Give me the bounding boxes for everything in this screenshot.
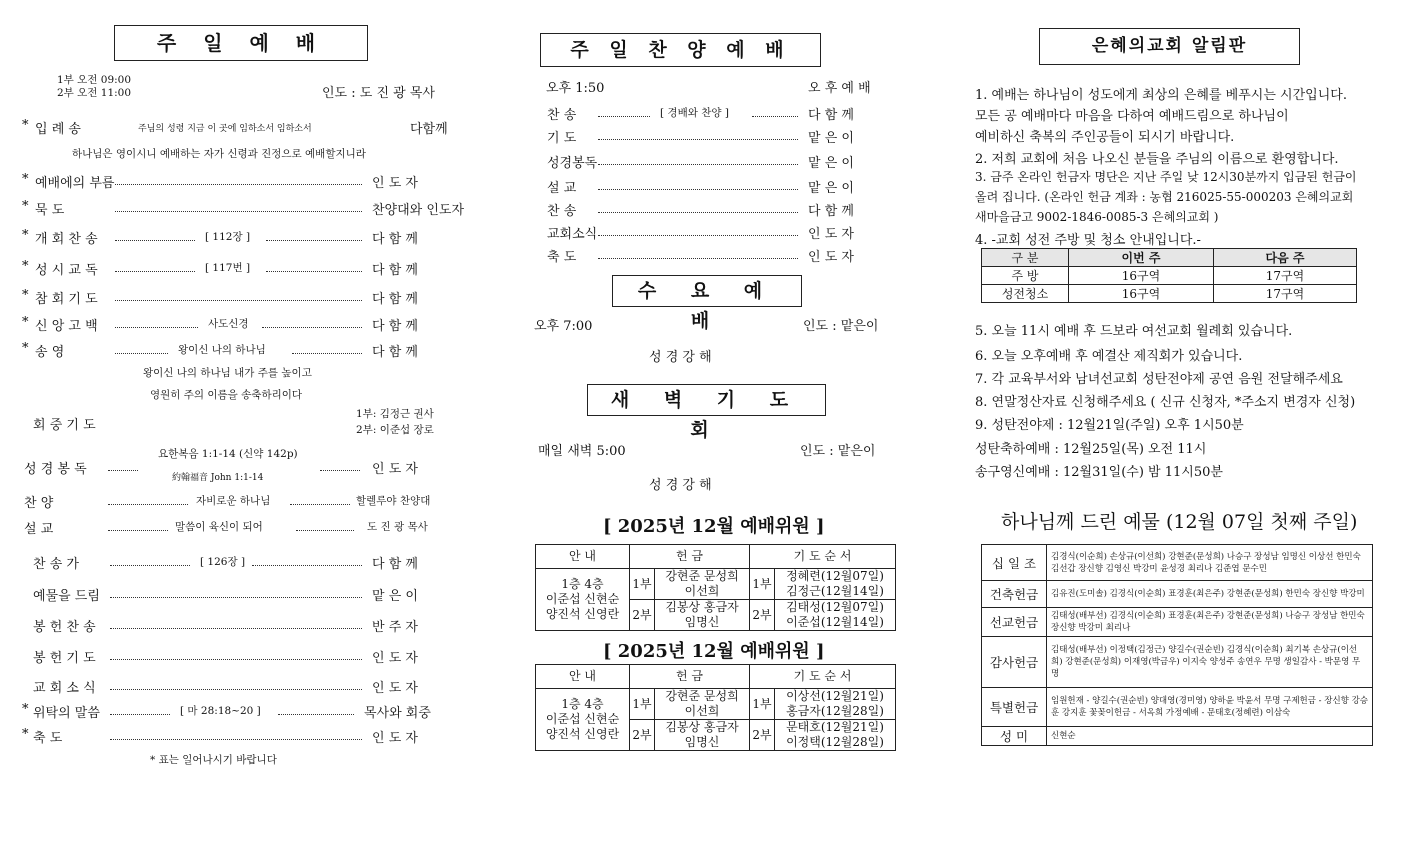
dawn-leader: 인도 : 맡은이: [800, 444, 876, 459]
offering-cell: 강현준 문성희 이선희: [655, 569, 750, 600]
dot-leader: [252, 565, 362, 566]
notice-line: 5. 오늘 11시 예배 후 드보라 여선교회 월례회 있습니다.: [975, 324, 1293, 339]
guide-cell: 1층 4층 이준섭 신현순 양진석 신영란: [536, 569, 630, 631]
dot-leader: [296, 530, 354, 531]
prayer-leader-1: 1부: 김정근 권사: [356, 408, 434, 420]
dot-leader: [115, 300, 362, 301]
dot-leader: [115, 327, 198, 328]
sermon-title: 말씀이 육신이 되어: [175, 521, 263, 533]
order-role: 인 도 자: [372, 176, 418, 191]
order-label: 축 도: [33, 731, 63, 746]
dot-leader: [115, 211, 362, 212]
wednesday-leader: 인도 : 맡은이: [803, 319, 879, 334]
order-role: 인 도 자: [808, 250, 854, 265]
area-cell: 주 방: [982, 267, 1069, 285]
part-cell: 2부: [630, 720, 655, 751]
notice-line: 7. 각 교육부서와 남녀선교회 성탄전야제 공연 음원 전달해주세요: [975, 372, 1343, 387]
afternoon-time: 오후 1:50: [546, 81, 605, 96]
sermon-label: 설 교: [24, 522, 54, 537]
dot-leader: [266, 271, 362, 272]
dot-leader: [108, 470, 138, 471]
order-mark: *: [22, 727, 29, 742]
sermon-preacher: 도 진 광 목사: [367, 521, 428, 533]
staff-table-2: [535, 664, 896, 751]
dot-leader: [115, 240, 195, 241]
dawn-subtitle: 성 경 강 해: [649, 478, 712, 493]
offering-names: 김태성(배부선) 김경식(이순희) 표경훈(최은주) 강현준(문성희) 나승구 장성남 한민숙 장신향 박강미 최리나: [1047, 608, 1373, 637]
scripture-english: 約翰福音 John 1:1-14: [172, 473, 264, 483]
part-cell: 2부: [750, 720, 775, 751]
col-header: 이번 주: [1069, 249, 1214, 267]
order-label: 신 앙 고 백: [35, 319, 98, 334]
dot-leader: [115, 353, 168, 354]
offering-row: [982, 727, 1373, 746]
order-role: 다 함 께: [372, 263, 418, 278]
song-line: 영원히 주의 이름을 송축하리이다: [150, 389, 303, 401]
order-label: 기 도: [547, 131, 577, 146]
offering-category: 건축헌금: [982, 581, 1047, 608]
order-label: 교 회 소 식: [33, 681, 96, 696]
order-label: 송 영: [35, 345, 65, 360]
order-mark: *: [22, 118, 29, 133]
order-role: 다 함 께: [372, 319, 418, 334]
part-cell: 1부: [630, 569, 655, 600]
part-cell: 2부: [630, 600, 655, 631]
notice-line: 예비하신 축복의 주인공들이 되시기 바랍니다.: [975, 130, 1235, 145]
order-label: 찬 송: [547, 204, 577, 219]
song-line: 왕이신 나의 하나님 내가 주를 높이고: [143, 367, 312, 379]
notice-line: 3. 금주 온라인 헌금자 명단은 지난 주일 낮 12시30분까지 입금된 헌금이: [975, 170, 1357, 184]
dot-leader: [598, 235, 798, 236]
order-role: 인 도 자: [372, 731, 418, 746]
order-label: 참 회 기 도: [35, 292, 98, 307]
order-role: 인 도 자: [372, 681, 418, 696]
wednesday-subtitle: 성 경 강 해: [649, 350, 712, 365]
order-detail: 사도신경: [208, 318, 249, 330]
part-cell: 1부: [750, 689, 775, 720]
order-label: 예물을 드림: [33, 589, 100, 604]
notice-line: 4. -교회 성전 주방 및 청소 안내입니다.-: [975, 233, 1201, 248]
order-mark: *: [22, 315, 29, 330]
offering-row: [982, 688, 1373, 727]
offering-title: 하나님께 드린 예물 (12월 07일 첫째 주일): [1001, 511, 1358, 533]
order-mark: *: [22, 341, 29, 356]
area-cell: 성전청소: [982, 285, 1069, 303]
dawn-time: 매일 새벽 5:00: [538, 444, 626, 459]
dot-leader: [115, 184, 362, 185]
dot-leader: [110, 689, 362, 690]
service-leader: 인도 : 도 진 광 목사: [322, 86, 435, 101]
order-mark: *: [22, 228, 29, 243]
order-detail: [ 112장 ]: [205, 231, 251, 243]
service-time-1: 1부 오전 09:00: [57, 74, 132, 86]
wednesday-time: 오후 7:00: [534, 319, 593, 334]
dot-leader: [110, 597, 362, 598]
order-label: 설 교: [547, 181, 577, 196]
part-cell: 1부: [630, 689, 655, 720]
notice-line: 2. 저희 교회에 처음 나오신 분들을 주님의 이름으로 환영합니다.: [975, 152, 1339, 167]
staff-title-2: [ 2025년 12월 예배위원 ]: [603, 641, 825, 662]
order-role: 맡 은 이: [372, 589, 418, 604]
prayer-cell: 이상선(12월21일) 홍금자(12월28일): [775, 689, 896, 720]
dot-leader: [278, 714, 354, 715]
offering-category: 특별헌금: [982, 688, 1047, 727]
order-mark: *: [22, 172, 29, 187]
dot-leader: [266, 240, 362, 241]
prayer-cell: 정혜련(12월07일) 김정근(12월14일): [775, 569, 896, 600]
intro-verse: 하나님은 영이시니 예배하는 자가 신령과 진정으로 예배할지니라: [72, 148, 366, 160]
notice-line: 송구영신예배 : 12월31일(수) 밤 11시50분: [975, 465, 1223, 480]
order-role: 다 함 께: [372, 557, 418, 572]
footnote: * 표는 일어나시기 바랍니다: [150, 754, 277, 766]
order-label: 개 회 찬 송: [35, 232, 98, 247]
notice-line: 6. 오늘 오후예배 후 예결산 제직회가 있습니다.: [975, 349, 1243, 364]
offering-category: 감사헌금: [982, 637, 1047, 688]
offering-table: [981, 544, 1373, 746]
order-detail: [ 126장 ]: [200, 556, 246, 568]
wednesday-service-title: 수 요 예 배: [612, 275, 802, 307]
cleaning-table: [981, 248, 1357, 303]
dot-leader: [110, 659, 362, 660]
notice-line: 8. 연말정산자료 신청해주세요 ( 신규 신청자, *주소지 변경자 신청): [975, 395, 1356, 410]
dot-leader: [598, 189, 798, 190]
order-mark: *: [22, 702, 29, 717]
notice-line: 1. 예배는 하나님이 성도에게 최상의 은혜를 베푸시는 시간입니다.: [975, 88, 1347, 103]
order-role: 맡 은 이: [808, 181, 854, 196]
col-header: 안 내: [536, 665, 630, 689]
part-cell: 2부: [750, 600, 775, 631]
praise-choir: 할렐루야 찬양대: [356, 495, 431, 507]
dot-leader: [290, 504, 350, 505]
offering-cell: 김봉상 홍금자 임명신: [655, 600, 750, 631]
offering-category: 십 일 조: [982, 545, 1047, 581]
order-detail: [ 경배와 찬양 ]: [660, 107, 729, 119]
col-header: 기 도 순 서: [750, 545, 896, 569]
col-header: 헌 금: [630, 545, 750, 569]
notice-line: 새마을금고 9002-1846-0085-3 은혜의교회 ): [975, 210, 1219, 224]
order-right: 다함께: [410, 122, 448, 137]
order-role: 다 함 께: [808, 204, 854, 219]
offering-row: [982, 608, 1373, 637]
order-mark: *: [22, 288, 29, 303]
offering-cell: 김봉상 홍금자 임명신: [655, 720, 750, 751]
order-role: 다 함 께: [372, 292, 418, 307]
prayer-cell: 문태호(12월21일) 이정택(12월28일): [775, 720, 896, 751]
order-mark: *: [22, 259, 29, 274]
offering-names: 신현순: [1047, 727, 1373, 746]
order-label: 묵 도: [35, 203, 65, 218]
offering-row: [982, 637, 1373, 688]
prayer-leader-2: 2부: 이준섭 장로: [356, 424, 434, 436]
intro-note: 주님의 성령 지금 이 곳에 임하소서 임하소서: [138, 124, 312, 134]
dawn-prayer-title: 새 벽 기 도 회: [587, 384, 826, 416]
dot-leader: [108, 504, 188, 505]
col-header: 기 도 순 서: [750, 665, 896, 689]
notice-board-title: 은혜의교회 알림판: [1039, 28, 1300, 65]
dot-leader: [110, 565, 190, 566]
dot-leader: [108, 530, 168, 531]
dot-leader: [752, 116, 798, 117]
praise-title: 자비로운 하나님: [196, 495, 271, 507]
offering-cell: 강현준 문성희 이선희: [655, 689, 750, 720]
order-detail: 왕이신 나의 하나님: [178, 344, 266, 356]
dot-leader: [598, 116, 650, 117]
offering-category: 성 미: [982, 727, 1047, 746]
order-label: 봉 헌 기 도: [33, 651, 96, 666]
part-cell: 1부: [750, 569, 775, 600]
offering-names: 임원헌재 - 양길수(권순빈) 양대영(경미영) 양하윤 박윤서 무명 구제헌금 - 장신향 강승훈 강지훈 꽃꽂이헌금 - 서옥희 가정예배 - 문태호(정혜련) 이삼숙: [1047, 688, 1373, 727]
order-label: 성 시 교 독: [35, 263, 98, 278]
order-role: 찬양대와 인도자: [372, 203, 465, 218]
order-role: 맡 은 이: [808, 156, 854, 171]
order-role: 인 도 자: [808, 227, 854, 242]
col-header: 다음 주: [1214, 249, 1357, 267]
order-role: 반 주 자: [372, 620, 418, 635]
order-role: 다 함 께: [372, 345, 418, 360]
scripture-ref: 요한복음 1:1-14 (신약 142p): [158, 448, 298, 460]
dot-leader: [110, 628, 362, 629]
order-role: 인 도 자: [372, 651, 418, 666]
service-time-2: 2부 오전 11:00: [57, 87, 132, 99]
order-label: 봉 헌 찬 송: [33, 620, 96, 635]
dot-leader: [292, 353, 362, 354]
dot-leader: [262, 327, 362, 328]
offering-names: 김태성(배부선) 이정택(김정근) 양길수(권순빈) 김경식(이순희) 최기복 손상규(이선희) 강현준(문성희) 이재영(박금우) 이지숙 양성주 송연우 무명 생일감사 - 박문영 무명: [1047, 637, 1373, 688]
dot-leader: [320, 470, 360, 471]
dot-leader: [598, 164, 798, 165]
order-mark: *: [22, 199, 29, 214]
order-label: 입 례 송: [35, 122, 81, 137]
notice-line: 모든 공 예배마다 마음을 다하여 예배드림으로 하나님이: [975, 109, 1289, 124]
praise-label: 찬 양: [24, 496, 54, 511]
dot-leader: [598, 212, 798, 213]
week-cell: 17구역: [1214, 285, 1357, 303]
order-label: 찬 송 가: [33, 557, 79, 572]
order-detail: [ 117번 ]: [205, 262, 251, 274]
offering-row: [982, 581, 1373, 608]
dot-leader: [115, 271, 195, 272]
order-label: 예배에의 부름: [35, 176, 115, 191]
order-role: 다 함 께: [372, 232, 418, 247]
week-cell: 16구역: [1069, 267, 1214, 285]
col-header: 헌 금: [630, 665, 750, 689]
staff-title-1: [ 2025년 12월 예배위원 ]: [603, 516, 825, 537]
sunday-service-title: 주 일 예 배: [114, 25, 368, 61]
offering-names: 김경식(이순희) 손상규(이선희) 강현준(문성희) 나승구 장성남 임명신 이상선 한민숙 김선갑 장신향 김영신 박강미 윤성경 최리나 김준엽 문수민: [1047, 545, 1373, 581]
notice-line: 성탄축하예배 : 12월25일(목) 오전 11시: [975, 442, 1207, 457]
afternoon-label: 오 후 예 배: [808, 81, 871, 96]
notice-line: 올려 집니다. (온라인 헌금 계좌 : 농협 216025-55-000203 은혜의교회: [975, 190, 1354, 204]
guide-cell: 1층 4층 이준섭 신현순 양진석 신영란: [536, 689, 630, 751]
notice-line: 9. 성탄전야제 : 12월21일(주일) 오후 1시50분: [975, 418, 1244, 433]
order-role: 다 함 께: [808, 108, 854, 123]
order-label: 성경봉독: [547, 156, 598, 171]
order-label: 찬 송: [547, 108, 577, 123]
prayer-label: 회 중 기 도: [33, 418, 96, 433]
col-header: 구 분: [982, 249, 1069, 267]
order-label: 교회소식: [547, 227, 598, 242]
afternoon-service-title: 주 일 찬 양 예 배: [540, 33, 821, 67]
staff-table-1: [535, 544, 896, 631]
offering-category: 선교헌금: [982, 608, 1047, 637]
order-label: 위탁의 말씀: [33, 706, 100, 721]
prayer-cell: 김태성(12월07일) 이준섭(12월14일): [775, 600, 896, 631]
offering-names: 김유진(도미솔) 김경식(이순희) 표경훈(최은주) 강현준(문성희) 한민숙 장신향 박강미: [1047, 581, 1373, 608]
week-cell: 17구역: [1214, 267, 1357, 285]
week-cell: 16구역: [1069, 285, 1214, 303]
dot-leader: [598, 139, 798, 140]
col-header: 안 내: [536, 545, 630, 569]
order-role: 맡 은 이: [808, 131, 854, 146]
dot-leader: [110, 739, 362, 740]
order-role: 목사와 회중: [364, 706, 431, 721]
scripture-label: 성 경 봉 독: [24, 462, 87, 477]
dot-leader: [110, 714, 170, 715]
scripture-right: 인 도 자: [372, 462, 418, 477]
order-detail: [ 마 28:18~20 ]: [180, 705, 261, 717]
dot-leader: [598, 258, 798, 259]
order-label: 축 도: [547, 250, 577, 265]
offering-row: [982, 545, 1373, 581]
